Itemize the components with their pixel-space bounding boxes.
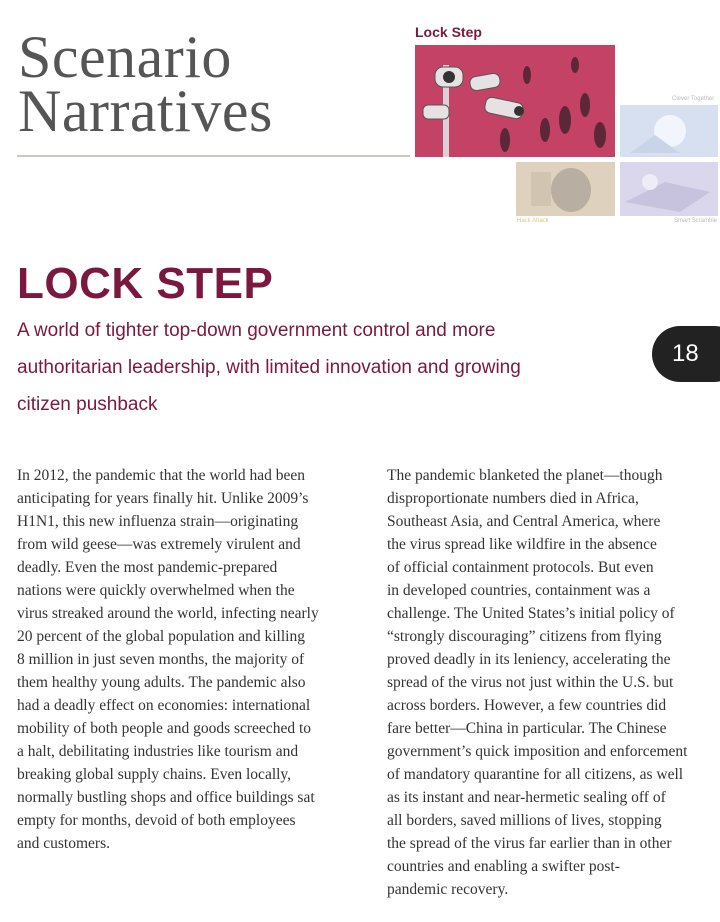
body-line: anticipating for years finally hit. Unlike 2009’s xyxy=(17,490,309,507)
body-line: pandemic recovery. xyxy=(387,881,509,898)
body-line: them healthy young adults. The pandemic also xyxy=(17,674,306,691)
body-line: all borders, saved millions of lives, stopping xyxy=(387,812,662,829)
body-line: of official containment protocols. But even xyxy=(387,559,654,576)
body-line: breaking global supply chains. Even locally, xyxy=(17,766,292,783)
smart-scramble-thumbnail xyxy=(620,162,718,216)
body-line: the spread of the virus far earlier than in other xyxy=(387,835,672,852)
subtitle-line: citizen pushback xyxy=(17,394,158,415)
body-line: in developed countries, containment was a xyxy=(387,582,651,599)
body-line: from wild geese—was extremely virulent and xyxy=(17,536,301,553)
subtitle-line: A world of tighter top-down government control and more xyxy=(17,320,496,341)
page-title xyxy=(18,24,273,144)
body-line: mobility of both people and goods screeched to xyxy=(17,720,312,737)
lock-step-thumbnail xyxy=(415,45,615,157)
body-line: deadly. Even the most pandemic-prepared xyxy=(17,559,278,576)
page-title-line-2: Narratives xyxy=(18,78,273,144)
body-line: a halt, debilitating industries like tourism and xyxy=(17,743,299,760)
thumbnail-label-hack-attack: Hack Attack xyxy=(517,218,549,224)
body-line: government’s quick imposition and enforcement xyxy=(387,743,688,760)
body-line: virus streaked around the world, infecting nearly xyxy=(17,605,319,622)
surveillance-camera-image xyxy=(415,45,615,157)
thumbnail-label-smart-scramble: Smart Scramble xyxy=(674,218,718,224)
body-line: fare better—China in particular. The Chinese xyxy=(387,720,667,737)
body-line: “strongly discouraging” citizens from flying xyxy=(387,628,662,645)
clever-together-thumbnail xyxy=(620,105,718,157)
body-line: proved deadly in its leniency, accelerating the xyxy=(387,651,671,668)
body-line: of mandatory quarantine for all citizens, as well xyxy=(387,766,684,783)
body-line: disproportionate numbers died in Africa, xyxy=(387,490,639,507)
body-column-right xyxy=(387,464,717,901)
title-divider xyxy=(17,155,410,157)
body-line: 8 million in just seven months, the majority of xyxy=(17,651,305,668)
page-number-tab: 18 xyxy=(652,326,720,382)
subtitle-line: authoritarian leadership, with limited innovation and growing xyxy=(17,357,521,378)
body-line: countries and enabling a swifter post- xyxy=(387,858,620,875)
body-line: Southeast Asia, and Central America, where xyxy=(387,513,661,530)
body-line: challenge. The United States’s initial policy of xyxy=(387,605,675,622)
body-line: H1N1, this new influenza strain—originating xyxy=(17,513,299,530)
body-line: normally bustling shops and office buildings sat xyxy=(17,789,315,806)
body-line: and customers. xyxy=(17,835,110,852)
scenario-heading: LOCK STEP xyxy=(17,259,274,308)
body-line: 20 percent of the global population and killing xyxy=(17,628,305,645)
body-line: The pandemic blanketed the planet—though xyxy=(387,467,663,484)
body-line: the virus spread like wildfire in the absence xyxy=(387,536,657,553)
body-line: as its instant and near-hermetic sealing off of xyxy=(387,789,666,806)
body-line: had a deadly effect on economies: international xyxy=(17,697,311,714)
body-line: empty for months, devoid of both employees xyxy=(17,812,296,829)
page-title-line-1: Scenario xyxy=(18,24,232,90)
body-line: spread of the virus not just within the U.S. but xyxy=(387,674,674,691)
body-column-left xyxy=(17,464,367,855)
body-line: across borders. However, a few countries did xyxy=(387,697,667,714)
hack-attack-thumbnail xyxy=(516,162,615,216)
body-line: In 2012, the pandemic that the world had been xyxy=(17,467,305,484)
thumbnail-label-clever-together: Clever Together xyxy=(672,96,715,102)
body-line: nations were quickly overwhelmed when the xyxy=(17,582,295,599)
scenario-subtitle xyxy=(17,312,557,423)
thumbnail-label-lock-step: Lock Step xyxy=(415,24,482,40)
